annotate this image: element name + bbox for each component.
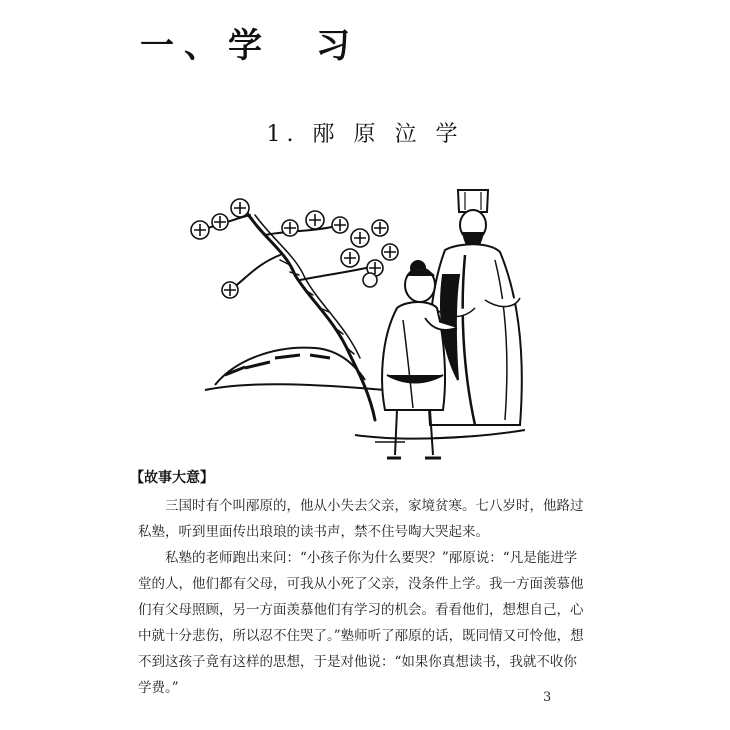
pine-needle-clusters xyxy=(191,199,398,298)
ink-illustration-teacher-and-child xyxy=(175,180,545,470)
section-heading-story-summary: 【故事大意】 xyxy=(130,470,214,486)
page-number: 3 xyxy=(543,690,552,705)
story-paragraph-1: 三国时有个叫邴原的，他从小失去父亲，家境贫寒。七八岁时，他路过私塾，听到里面传出琅琅的读书声，禁不住号啕大哭起来。 xyxy=(138,498,584,540)
story-body-text xyxy=(138,493,588,701)
story-title: 1. 邴 原 泣 学 xyxy=(266,122,464,147)
story-paragraph-2: 私塾的老师跑出来问：“小孩子你为什么要哭？”邴原说：“凡是能进学堂的人，他们都有父母，可我从小死了父亲，没条件上学。我一方面羡慕他们有父母照顾，另一方面羡慕他们有学习的机会。看看他们，想想自己，心中就十分悲伤，所以忍不住哭了。”塾师听了邴原的话，既同情又可怜他，想不到这孩子竟有这样的思想，于是对他说：“如果你真想读书，我就不收你学费。” xyxy=(138,550,584,696)
chapter-title: 一、学 习 xyxy=(140,26,360,66)
